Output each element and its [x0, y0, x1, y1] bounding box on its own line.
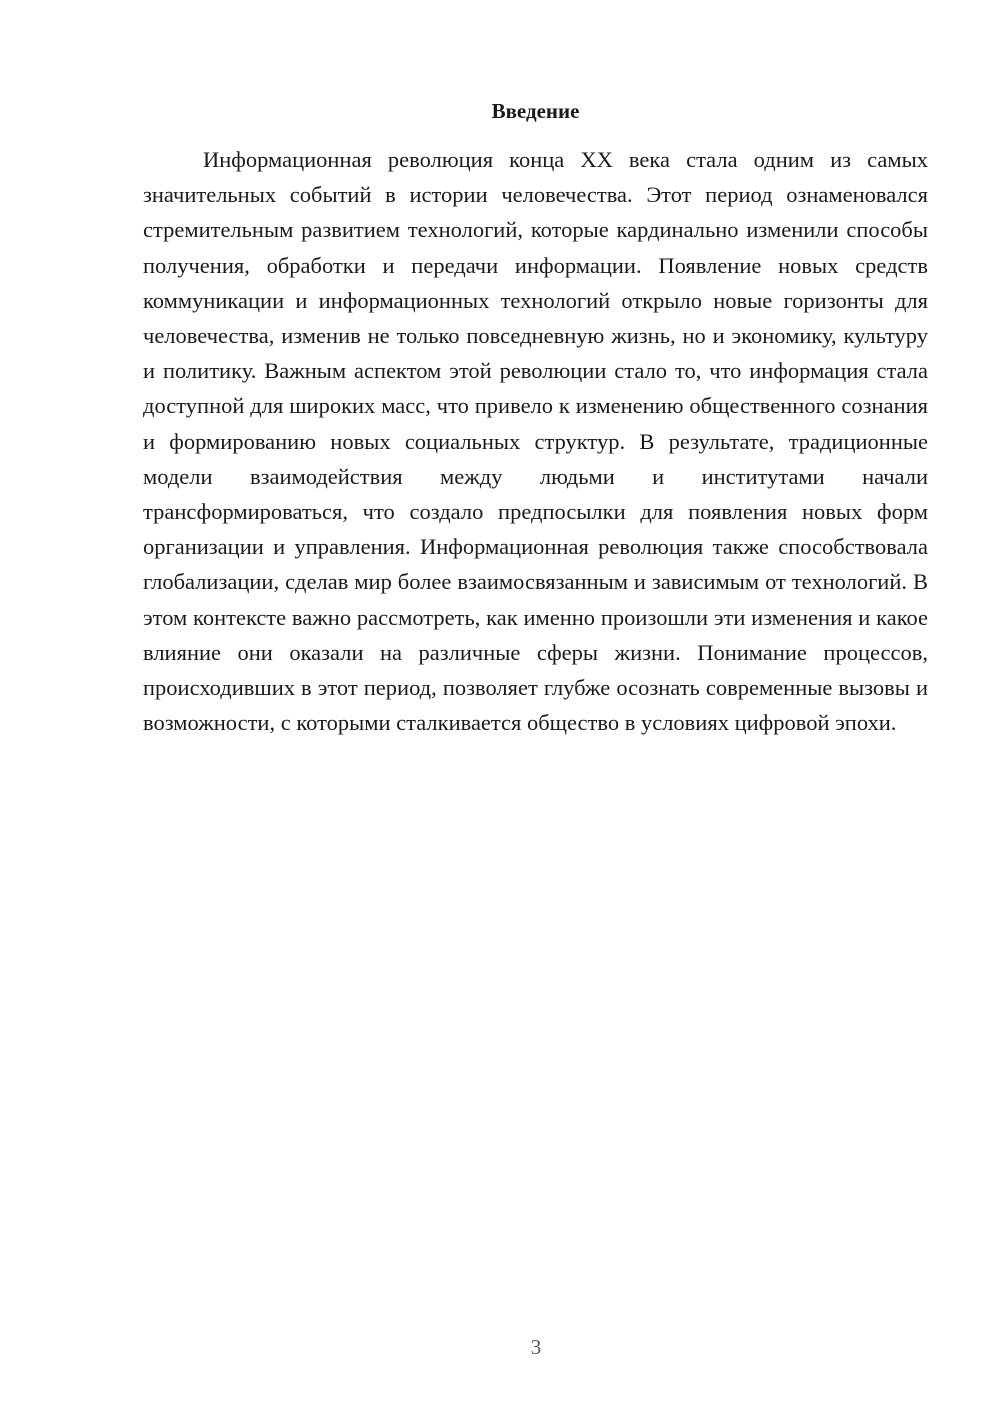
body-paragraph: Информационная революция конца XX века стала одним из самых значительных событий в истории человечества. Этот период ознаменовался стремительным развитием технологий, которые кардинально изменили способы получения, обработки и передачи информации. Появление новых средств коммуникации и информационных технологий открыло новые горизонты для человечества, изменив не только повседневную жизнь, но и экономику, культуру и политику. Важным аспектом этой революции стало то, что информация стала доступной для широких масс, что привело к изменению общественного сознания и формированию новых социальных структур. В результате, традиционные модели взаимодействия между людьми и институтами начали трансформироваться, что создало предпосылки для появления новых форм организации и управления. Информационная революция также способствовала глобализации, сделав мир более взаимосвязанным и зависимым от технологий. В этом контексте важно рассмотреть, как именно произошли эти изменения и какое влияние они оказали на различные сферы жизни. Понимание процессов, происходивших в этот период, позволяет глубже осознать современные вызовы и возможности, с которыми сталкивается общество в условиях цифровой эпохи. — [143, 147, 928, 736]
page-number: 3 — [530, 1335, 542, 1359]
section-heading: Введение — [491, 99, 580, 123]
